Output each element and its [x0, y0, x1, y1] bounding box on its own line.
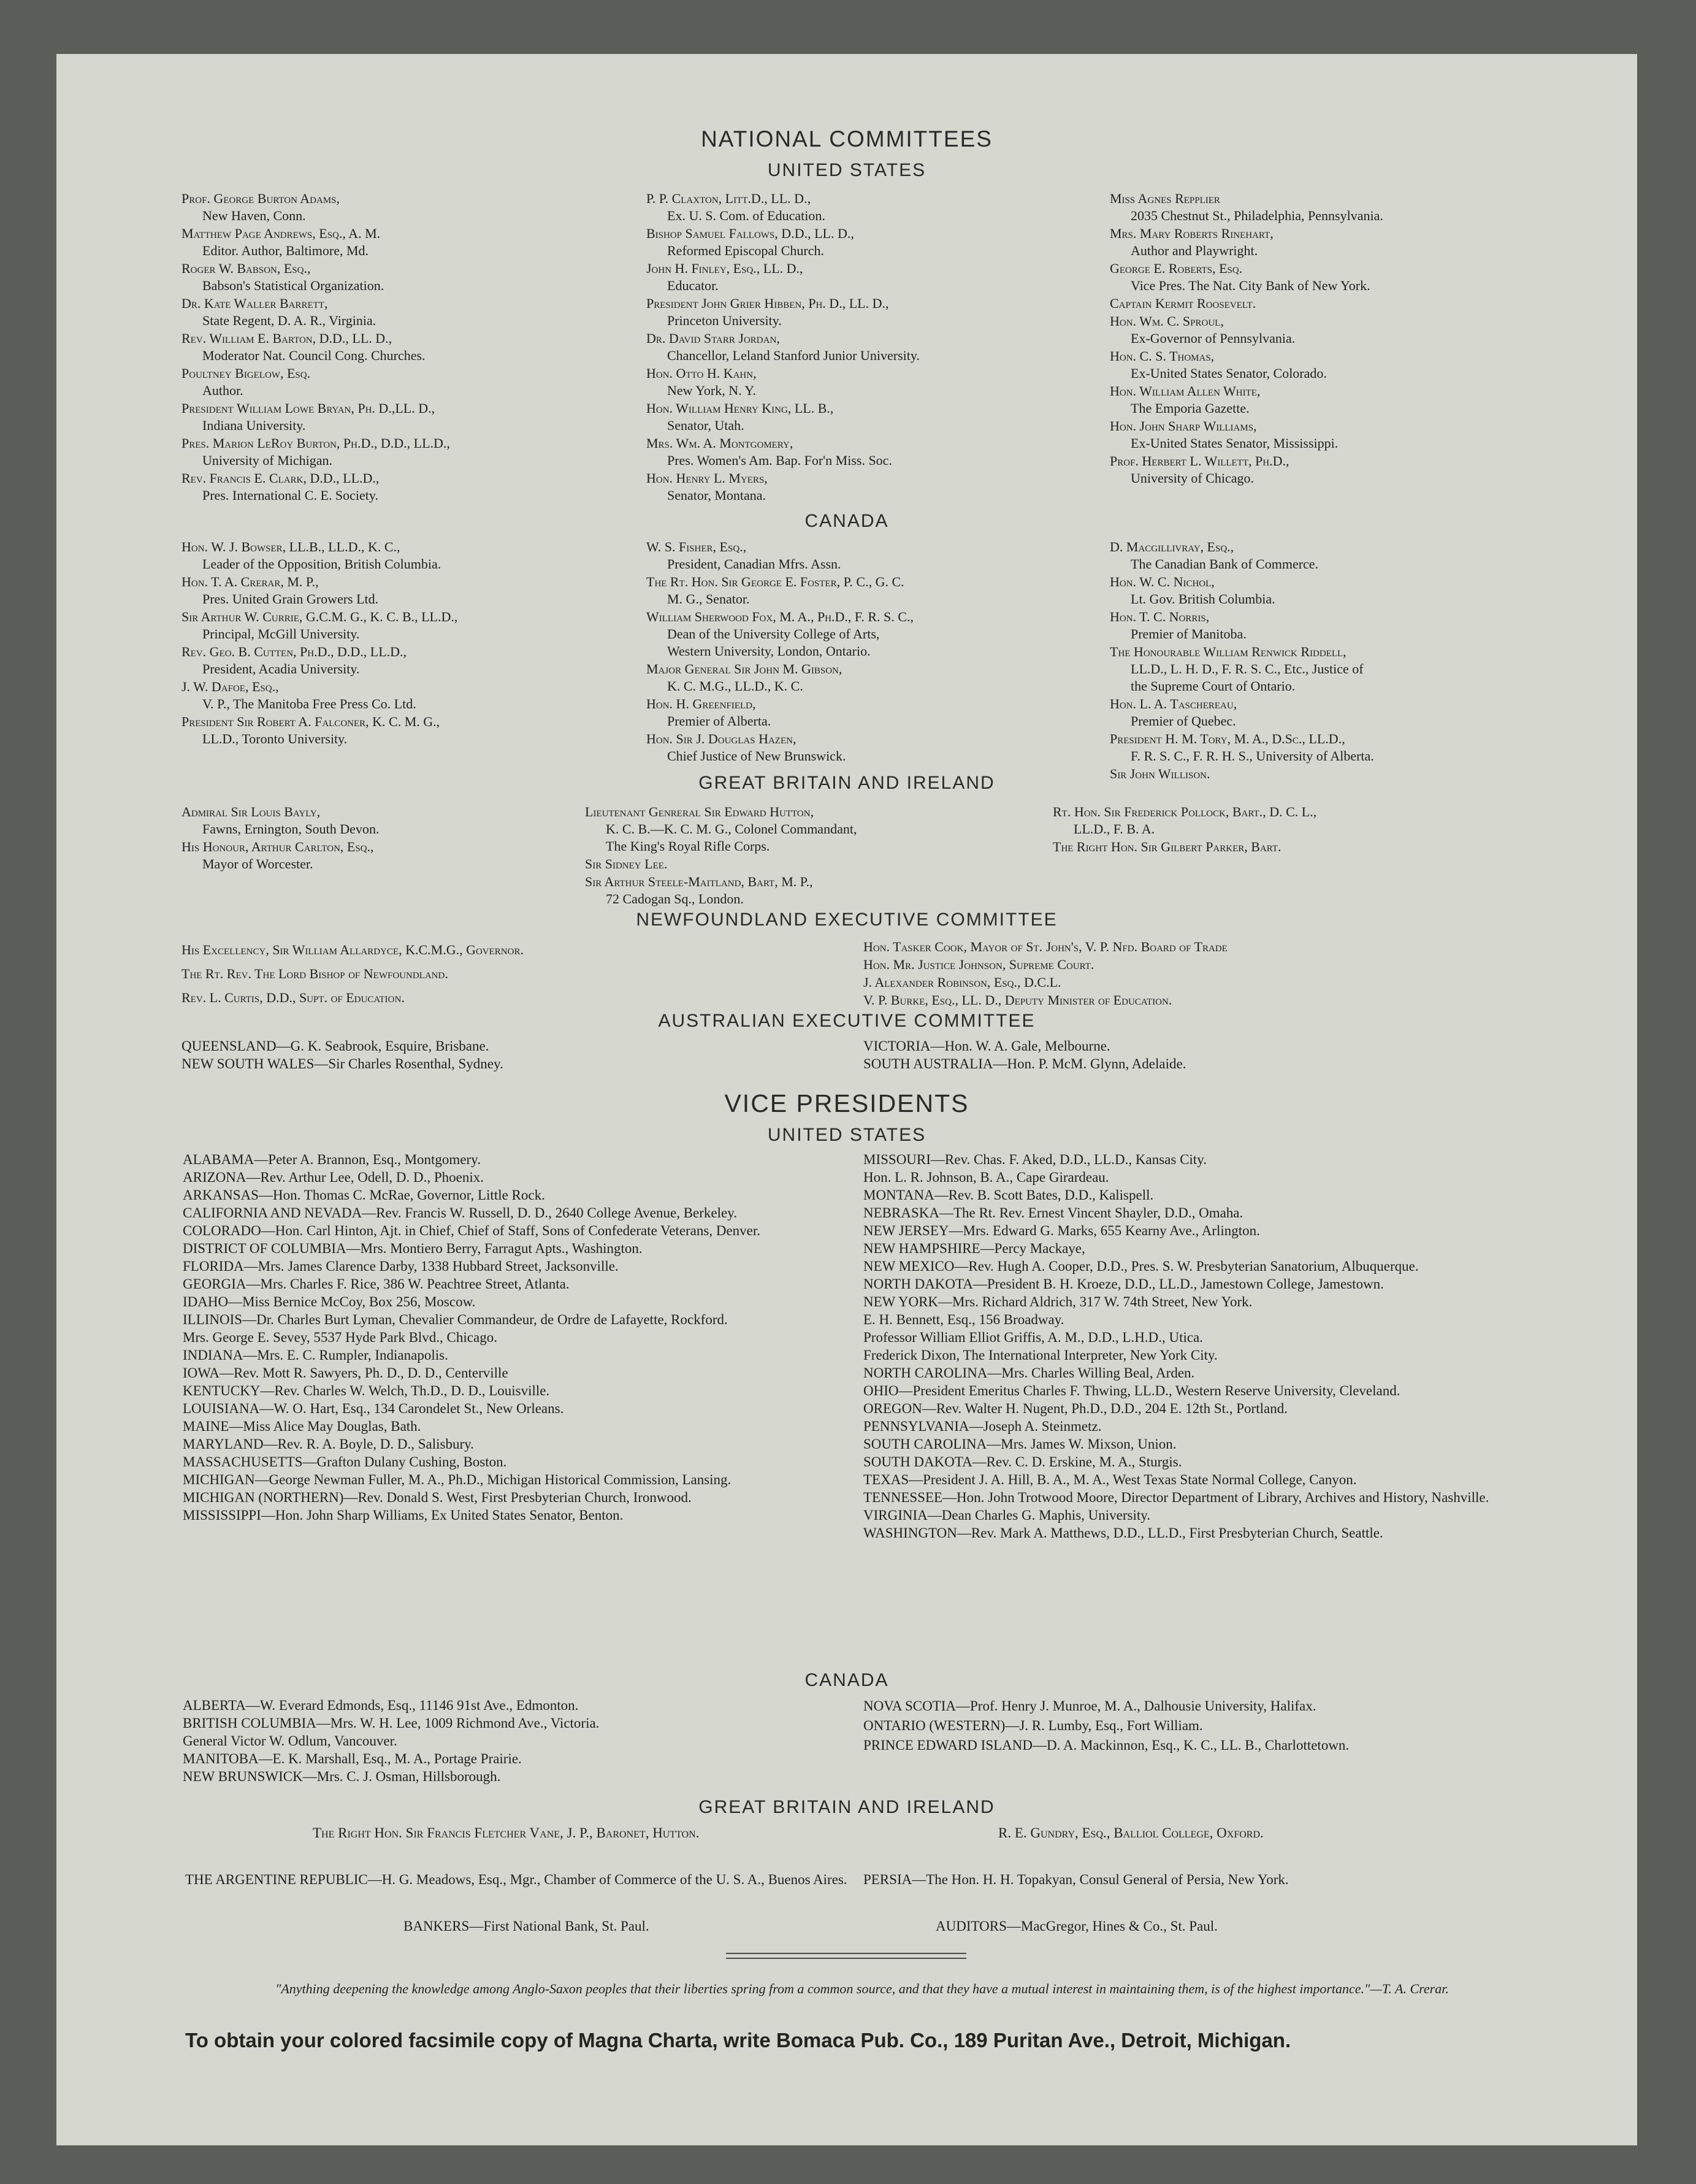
entry: [646, 330, 1088, 364]
entry: [646, 661, 1100, 695]
entry: [646, 435, 1088, 469]
entry: [1110, 225, 1576, 259]
entry: MAINE—Miss Alice May Douglas, Bath.: [183, 1419, 421, 1434]
entry-detail: M. G., Senator.: [667, 591, 750, 607]
entry-name: Captain Kermit Roosevelt.: [1110, 296, 1256, 311]
entry: NEW YORK—Mrs. Richard Aldrich, 317 W. 74th Street, New York.: [863, 1294, 1253, 1309]
entry-detail: the Supreme Court of Ontario.: [1131, 678, 1296, 694]
entry: ARIZONA—Rev. Arthur Lee, Odell, D. D., Phoenix.: [183, 1170, 484, 1185]
entry: IOWA—Rev. Mott R. Sawyers, Ph. D., D. D., Centerville: [183, 1365, 508, 1381]
entry-name: Rt. Hon. Sir Frederick Pollock, Bart., D. C. L.,: [1053, 804, 1317, 819]
entry: NORTH DAKOTA—President B. H. Kroeze, D.D., LL.D., Jamestown College, Jamestown.: [863, 1276, 1384, 1292]
entry-detail: University of Michigan.: [202, 453, 333, 468]
entry: [181, 225, 574, 259]
entry: [181, 260, 574, 294]
entry: ILLINOIS—Dr. Charles Burt Lyman, Chevalier Commandeur, de Ordre de Lafayette, Rockford.: [183, 1312, 728, 1327]
divider-rule-top: [726, 1953, 966, 1954]
entry: General Victor W. Odlum, Vancouver.: [183, 1733, 397, 1749]
entry-detail: K. C. B.—K. C. M. G., Colonel Commandant,: [606, 821, 857, 837]
canada-committee-col-3: [1110, 538, 1576, 783]
entry-detail: Chancellor, Leland Stanford Junior University.: [667, 348, 920, 363]
entry: [1110, 190, 1576, 224]
entry-detail: Princeton University.: [667, 313, 782, 328]
entry-detail: The Canadian Bank of Commerce.: [1131, 556, 1319, 572]
entry: SOUTH AUSTRALIA—Hon. P. McM. Glynn, Adelaide.: [863, 1056, 1186, 1071]
entry: MISSOURI—Rev. Chas. F. Aked, D.D., LL.D., Kansas City.: [863, 1152, 1207, 1167]
entry-detail: Ex. U. S. Com. of Education.: [667, 208, 825, 223]
entry: [181, 838, 574, 873]
entry: [646, 730, 1100, 765]
entry: [181, 330, 574, 364]
entry-name: The Honourable William Renwick Riddell,: [1110, 644, 1346, 659]
entry: [646, 573, 1100, 608]
entry-name: Rev. Geo. B. Cutten, Ph.D., D.D., LL.D.,: [181, 644, 407, 659]
entry: NORTH CAROLINA—Mrs. Charles Willing Beal, Arden.: [863, 1365, 1195, 1381]
entry: [1110, 538, 1576, 573]
entry-name: Admiral Sir Louis Bayly,: [181, 804, 321, 819]
entry: PRINCE EDWARD ISLAND—D. A. Mackinnon, Esq., K. C., LL. B., Charlottetown.: [863, 1738, 1350, 1753]
entry: [646, 470, 1088, 504]
crerar-quote: "Anything deepening the knowledge among Anglo-Saxon peoples that their liberties spring from a common source, and that they have a mutual interest in maintaining them, is of the highest importance."—T. A. Crerar.: [275, 1981, 1449, 1996]
entry-name: Hon. Wm. C. Sproul,: [1110, 313, 1224, 329]
vp-canada-title: CANADA: [804, 1670, 889, 1690]
australia-left: [181, 1037, 856, 1073]
entry-name: V. P. Burke, Esq., LL. D., Deputy Minister of Education.: [863, 992, 1172, 1008]
entry: DISTRICT OF COLUMBIA—Mrs. Montiero Berry, Farragut Apts., Washington.: [183, 1241, 643, 1256]
entry-detail: The Emporia Gazette.: [1131, 400, 1250, 416]
entry-name: Rev. Francis E. Clark, D.D., LL.D.,: [181, 470, 380, 486]
canada-committee-col-1: [181, 538, 623, 748]
entry: OHIO—President Emeritus Charles F. Thwing, LL.D., Western Reserve University, Cleveland.: [863, 1383, 1400, 1398]
entry-name: Bishop Samuel Fallows, D.D., LL. D.,: [646, 226, 854, 241]
entry-detail: President, Acadia University.: [202, 661, 360, 676]
entry-detail: 72 Cadogan Sq., London.: [606, 891, 744, 906]
entry-detail: F. R. S. C., F. R. H. S., University of Alberta.: [1131, 748, 1374, 764]
entry-name: D. Macgillivray, Esq.,: [1110, 539, 1234, 554]
entry: GEORGIA—Mrs. Charles F. Rice, 386 W. Peachtree Street, Atlanta.: [183, 1276, 570, 1292]
entry-name: Lieutenant Genreral Sir Edward Hutton,: [585, 804, 814, 819]
entry: COLORADO—Hon. Carl Hinton, Ajt. in Chief, Chief of Staff, Sons of Confederate Veterans, Denver.: [183, 1223, 761, 1238]
entry-name: Miss Agnes Repplier: [1110, 191, 1220, 206]
entry-name: Hon. T. A. Crerar, M. P.,: [181, 574, 319, 589]
entry-name: The Right Hon. Sir Gilbert Parker, Bart.: [1053, 839, 1282, 854]
entry: [585, 873, 1051, 908]
entry: Frederick Dixon, The International Interpreter, New York City.: [863, 1347, 1218, 1363]
entry: [863, 974, 1568, 991]
entry: Mrs. George E. Sevey, 5537 Hyde Park Blvd., Chicago.: [183, 1330, 497, 1345]
gb-committee-col-3: [1053, 803, 1543, 856]
entry-detail: Western University, London, Ontario.: [667, 643, 871, 659]
bankers: BANKERS—First National Bank, St. Paul.: [403, 1918, 649, 1934]
entry: MICHIGAN (NORTHERN)—Rev. Donald S. West, First Presbyterian Church, Ironwood.: [183, 1490, 692, 1505]
entry: MICHIGAN—George Newman Fuller, M. A., Ph.D., Michigan Historical Commission, Lansing.: [183, 1472, 731, 1487]
entry: NEW JERSEY—Mrs. Edward G. Marks, 655 Kearny Ave., Arlington.: [863, 1223, 1260, 1238]
entry-detail: Moderator Nat. Council Cong. Churches.: [202, 348, 426, 363]
auditors: AUDITORS—MacGregor, Hines & Co., St. Paul.: [936, 1918, 1218, 1934]
entry: KENTUCKY—Rev. Charles W. Welch, Th.D., D. D., Louisville.: [183, 1383, 550, 1398]
entry: Professor William Elliot Griffis, A. M., D.D., L.H.D., Utica.: [863, 1330, 1204, 1345]
entry-detail: Ex-Governor of Pennsylvania.: [1131, 331, 1296, 346]
entry: [646, 260, 1088, 294]
entry-name: Sir Arthur W. Currie, G.C.M. G., K. C. B., LL.D.,: [181, 609, 458, 624]
entry-detail: Author and Playwright.: [1131, 243, 1258, 258]
entry: [1110, 695, 1576, 730]
entry-name: Hon. John Sharp Williams,: [1110, 418, 1257, 434]
entry: [1110, 608, 1576, 643]
entry: [181, 608, 623, 643]
entry-detail: LL.D., L. H. D., F. R. S. C., Etc., Justice of: [1131, 661, 1364, 676]
entry: BRITISH COLUMBIA—Mrs. W. H. Lee, 1009 Richmond Ave., Victoria.: [183, 1715, 600, 1731]
entry: [863, 992, 1568, 1009]
entry: [181, 400, 574, 434]
canada-committee-col-2: [646, 538, 1100, 765]
entry: [181, 538, 623, 573]
entry: VIRGINIA—Dean Charles G. Maphis, University.: [863, 1508, 1151, 1523]
us-committee-title: UNITED STATES: [767, 160, 926, 180]
entry: [181, 803, 574, 838]
entry-detail: Educator.: [667, 278, 719, 293]
entry: [1110, 643, 1576, 695]
entry-detail: Pres. United Grain Growers Ltd.: [202, 591, 379, 607]
entry: [181, 678, 623, 713]
entry-name: William Sherwood Fox, M. A., Ph.D., F. R. S. C.,: [646, 609, 914, 624]
entry-name: His Honour, Arthur Carlton, Esq.,: [181, 839, 374, 854]
vp-us-title: UNITED STATES: [767, 1125, 926, 1145]
entry: MONTANA—Rev. B. Scott Bates, D.D., Kalispell.: [863, 1187, 1154, 1203]
entry-detail: K. C. M.G., LL.D., K. C.: [667, 678, 803, 694]
entry: [585, 856, 1051, 873]
entry-name: President Sir Robert A. Falconer, K. C. M. G.,: [181, 714, 440, 729]
entry: CALIFORNIA AND NEVADA—Rev. Francis W. Russell, D. D., 2640 College Avenue, Berkeley.: [183, 1205, 737, 1220]
vp-canada-right: [863, 1696, 1582, 1755]
entry-name: Hon. Otto H. Kahn,: [646, 366, 757, 381]
entry: [181, 365, 574, 399]
entry: E. H. Bennett, Esq., 156 Broadway.: [863, 1312, 1064, 1327]
entry-name: Hon. Mr. Justice Johnson, Supreme Court.: [863, 957, 1094, 972]
entry-name: Hon. Sir J. Douglas Hazen,: [646, 731, 796, 746]
entry: FLORIDA—Mrs. James Clarence Darby, 1338 Hubbard Street, Jacksonville.: [183, 1259, 619, 1274]
entry: SOUTH DAKOTA—Rev. C. D. Erskine, M. A., Sturgis.: [863, 1454, 1182, 1469]
entry: [646, 538, 1100, 573]
entry: [1110, 383, 1576, 417]
entry-detail: Fawns, Ernington, South Devon.: [202, 821, 380, 837]
entry: NEW SOUTH WALES—Sir Charles Rosenthal, Sydney.: [181, 1056, 503, 1071]
entry-detail: New York, N. Y.: [667, 383, 756, 398]
gb-committee-col-2: [585, 803, 1051, 908]
entry-name: His Excellency, Sir William Allardyce, K.C.M.G., Governor.: [181, 942, 524, 957]
entry-detail: Lt. Gov. British Columbia.: [1131, 591, 1275, 607]
vp-argentine: THE ARGENTINE REPUBLIC—H. G. Meadows, Esq., Mgr., Chamber of Commerce of the U. S. A., Buenos Aires.: [185, 1872, 847, 1887]
entry: [181, 435, 574, 469]
entry: ONTARIO (WESTERN)—J. R. Lumby, Esq., Fort William.: [863, 1718, 1203, 1733]
entry-name: Poultney Bigelow, Esq.: [181, 366, 311, 381]
us-committee-col-3: [1110, 190, 1576, 488]
entry-name: The Rt. Hon. Sir George E. Foster, P. C., G. C.: [646, 574, 904, 589]
entry: LOUISIANA—W. O. Hart, Esq., 134 Carondelet St., New Orleans.: [183, 1401, 564, 1416]
newfoundland-right: [863, 938, 1568, 1010]
entry-name: Prof. Herbert L. Willett, Ph.D.,: [1110, 453, 1289, 469]
entry: [181, 643, 623, 678]
entry-name: Roger W. Babson, Esq.,: [181, 261, 311, 276]
entry-detail: Indiana University.: [202, 418, 306, 433]
entry-detail: LL.D., F. B. A.: [1074, 821, 1155, 837]
page-sheet: [56, 54, 1637, 2145]
entry-detail: Author.: [202, 383, 243, 398]
entry-name: Sir John Willison.: [1110, 766, 1210, 781]
entry-detail: V. P., The Manitoba Free Press Co. Ltd.: [202, 696, 416, 711]
national-committees-title: NATIONAL COMMITTEES: [701, 126, 993, 151]
entry-name: President John Grier Hibben, Ph. D., LL. D.,: [646, 296, 889, 311]
entry-name: Prof. George Burton Adams,: [181, 191, 340, 206]
vice-presidents-title: VICE PRESIDENTS: [724, 1089, 969, 1117]
entry-detail: Pres. International C. E. Society.: [202, 488, 378, 503]
entry-detail: The King's Royal Rifle Corps.: [606, 838, 770, 854]
entry-name: J. W. Dafoe, Esq.,: [181, 679, 279, 694]
entry: [1110, 295, 1576, 312]
entry: Hon. L. R. Johnson, B. A., Cape Girardeau.: [863, 1170, 1109, 1185]
entry-detail: Ex-United States Senator, Mississippi.: [1131, 435, 1339, 451]
entry-name: President William Lowe Bryan, Ph. D.,LL. D.,: [181, 400, 435, 416]
entry: [1110, 260, 1576, 294]
vp-gb-title: GREAT BRITAIN AND IRELAND: [698, 1797, 995, 1817]
entry-name: Pres. Marion LeRoy Burton, Ph.D., D.D., LL.D.,: [181, 435, 450, 451]
entry: [1110, 313, 1576, 347]
entry-detail: Babson's Statistical Organization.: [202, 278, 384, 293]
entry: ALABAMA—Peter A. Brannon, Esq., Montgomery.: [183, 1152, 481, 1167]
entry: [181, 986, 856, 1010]
entry-detail: State Regent, D. A. R., Virginia.: [202, 313, 376, 328]
entry-name: George E. Roberts, Esq.: [1110, 261, 1243, 276]
entry-name: President H. M. Tory, M. A., D.Sc., LL.D.,: [1110, 731, 1345, 746]
entry-name: Rev. William E. Barton, D.D., LL. D.,: [181, 331, 392, 346]
vp-persia: PERSIA—The Hon. H. H. Topakyan, Consul General of Persia, New York.: [863, 1872, 1289, 1887]
entry: MARYLAND—Rev. R. A. Boyle, D. D., Salisbury.: [183, 1436, 474, 1452]
entry-detail: Premier of Quebec.: [1131, 713, 1236, 729]
entry-name: W. S. Fisher, Esq.,: [646, 539, 747, 554]
entry-name: J. Alexander Robinson, Esq., D.C.L.: [863, 975, 1061, 990]
entry: NOVA SCOTIA—Prof. Henry J. Munroe, M. A., Dalhousie University, Halifax.: [863, 1698, 1316, 1714]
footer-notice: To obtain your colored facsimile copy of Magna Charta, write Bomaca Pub. Co., 189 Puritan Ave., Detroit, Michigan.: [185, 2029, 1291, 2052]
entry-name: Hon. Tasker Cook, Mayor of St. John's, V. P. Nfd. Board of Trade: [863, 939, 1228, 954]
entry: [1053, 838, 1543, 856]
entry: MISSISSIPPI—Hon. John Sharp Williams, Ex United States Senator, Benton.: [183, 1508, 624, 1523]
entry-detail: Pres. Women's Am. Bap. For'n Miss. Soc.: [667, 453, 892, 468]
canada-committee-title: CANADA: [804, 511, 889, 531]
entry: INDIANA—Mrs. E. C. Rumpler, Indianapolis.: [183, 1347, 448, 1363]
entry-name: Hon. W. C. Nichol,: [1110, 574, 1215, 589]
entry: [1110, 453, 1576, 487]
entry: [646, 365, 1088, 399]
entry: [1110, 418, 1576, 452]
entry: [646, 400, 1088, 434]
entry: TEXAS—President J. A. Hill, B. A., M. A., West Texas State Normal College, Canyon.: [863, 1472, 1357, 1487]
us-committee-col-1: [181, 190, 574, 505]
entry-name: Hon. W. J. Bowser, LL.B., LL.D., K. C.,: [181, 539, 400, 554]
entry: TENNESSEE—Hon. John Trotwood Moore, Director Department of Library, Archives and History, Nashville.: [863, 1490, 1489, 1505]
entry-name: Dr. Kate Waller Barrett,: [181, 296, 328, 311]
entry-name: Matthew Page Andrews, Esq., A. M.: [181, 226, 381, 241]
entry: [646, 695, 1100, 730]
entry: ALBERTA—W. Everard Edmonds, Esq., 11146 91st Ave., Edmonton.: [183, 1698, 579, 1713]
australia-right: [863, 1037, 1568, 1073]
entry-name: Hon. William Henry King, LL. B.,: [646, 400, 834, 416]
entry-name: Hon. L. A. Taschereau,: [1110, 696, 1237, 711]
entry: NEBRASKA—The Rt. Rev. Ernest Vincent Shayler, D.D., Omaha.: [863, 1205, 1243, 1220]
entry: MASSACHUSETTS—Grafton Dulany Cushing, Boston.: [183, 1454, 507, 1469]
entry-detail: Leader of the Opposition, British Columbia.: [202, 556, 441, 572]
entry-detail: Premier of Alberta.: [667, 713, 771, 729]
entry: [1053, 803, 1543, 838]
entry-name: P. P. Claxton, Litt.D., LL. D.,: [646, 191, 811, 206]
vp-us-right: [863, 1151, 1582, 1542]
entry: [863, 938, 1568, 956]
entry: [646, 225, 1088, 259]
entry-detail: Dean of the University College of Arts,: [667, 626, 880, 642]
entry-detail: Ex-United States Senator, Colorado.: [1131, 366, 1327, 381]
entry: MANITOBA—E. K. Marshall, Esq., M. A., Portage Prairie.: [183, 1751, 522, 1766]
entry-detail: Chief Justice of New Brunswick.: [667, 748, 846, 764]
gb-committee-col-1: [181, 803, 574, 873]
entry-detail: LL.D., Toronto University.: [202, 731, 348, 746]
newfoundland-committee-title: NEWFOUNDLAND EXECUTIVE COMMITTEE: [636, 910, 1058, 930]
entry-detail: University of Chicago.: [1131, 470, 1255, 486]
entry-detail: Mayor of Worcester.: [202, 856, 313, 872]
entry-name: Hon. T. C. Norris,: [1110, 609, 1210, 624]
entry: [863, 956, 1568, 973]
entry-name: Rev. L. Curtis, D.D., Supt. of Education.: [181, 990, 405, 1005]
entry: [585, 803, 1051, 855]
entry-name: Sir Sidney Lee.: [585, 856, 668, 872]
divider-rule-bottom: [726, 1958, 966, 1959]
vp-gb-vane: The Right Hon. Sir Francis Fletcher Vane, J. P., Baronet, Hutton.: [313, 1825, 700, 1841]
entry: WASHINGTON—Rev. Mark A. Matthews, D.D., LL.D., First Presbyterian Church, Seattle.: [863, 1525, 1383, 1541]
entry-name: Hon. William Allen White,: [1110, 383, 1261, 399]
entry: [1110, 730, 1576, 765]
entry-detail: Editor. Author, Baltimore, Md.: [202, 243, 369, 258]
entry-detail: Senator, Utah.: [667, 418, 744, 433]
entry-name: Mrs. Wm. A. Montgomery,: [646, 435, 793, 451]
entry: SOUTH CAROLINA—Mrs. James W. Mixson, Union.: [863, 1436, 1177, 1452]
entry: ARKANSAS—Hon. Thomas C. McRae, Governor, Little Rock.: [183, 1187, 545, 1203]
entry-name: John H. Finley, Esq., LL. D.,: [646, 261, 803, 276]
entry: OREGON—Rev. Walter H. Nugent, Ph.D., D.D., 204 E. 12th St., Portland.: [863, 1401, 1288, 1416]
newfoundland-left: [181, 938, 856, 1010]
entry-name: Dr. David Starr Jordan,: [646, 331, 780, 346]
entry: [1110, 573, 1576, 608]
entry-name: Sir Arthur Steele-Maitland, Bart, M. P.,: [585, 874, 813, 889]
us-committee-col-2: [646, 190, 1088, 505]
entry-detail: Vice Pres. The Nat. City Bank of New York.: [1131, 278, 1370, 293]
vp-canada-left: [183, 1696, 857, 1785]
entry-name: Major General Sir John M. Gibson,: [646, 661, 842, 676]
entry: QUEENSLAND—G. K. Seabrook, Esquire, Brisbane.: [181, 1038, 489, 1054]
vp-us-left: [183, 1151, 894, 1524]
entry-name: The Rt. Rev. The Lord Bishop of Newfoundland.: [181, 966, 448, 981]
entry: [1110, 348, 1576, 382]
entry-detail: President, Canadian Mfrs. Assn.: [667, 556, 841, 572]
entry-detail: 2035 Chestnut St., Philadelphia, Pennsylvania.: [1131, 208, 1383, 223]
entry-detail: Senator, Montana.: [667, 488, 766, 503]
vp-gb-gundry: R. E. Gundry, Esq., Balliol College, Oxford.: [998, 1825, 1264, 1841]
entry: [181, 962, 856, 986]
entry: IDAHO—Miss Bernice McCoy, Box 256, Moscow.: [183, 1294, 476, 1309]
entry: [181, 573, 623, 608]
entry-detail: Reformed Episcopal Church.: [667, 243, 824, 258]
entry: [181, 938, 856, 962]
entry-detail: Premier of Manitoba.: [1131, 626, 1247, 642]
entry: [181, 713, 623, 748]
entry: [181, 190, 574, 224]
entry: VICTORIA—Hon. W. A. Gale, Melbourne.: [863, 1038, 1110, 1054]
entry-detail: Principal, McGill University.: [202, 626, 360, 642]
entry: [181, 470, 574, 504]
entry-name: Hon. C. S. Thomas,: [1110, 348, 1215, 364]
entry: NEW MEXICO—Rev. Hugh A. Cooper, D.D., Pres. S. W. Presbyterian Sanatorium, Albuquerque.: [863, 1259, 1419, 1274]
entry: [646, 295, 1088, 329]
australia-committee-title: AUSTRALIAN EXECUTIVE COMMITTEE: [658, 1011, 1036, 1031]
entry-name: Hon. Henry L. Myers,: [646, 470, 768, 486]
entry-detail: New Haven, Conn.: [202, 208, 306, 223]
entry: PENNSYLVANIA—Joseph A. Steinmetz.: [863, 1419, 1102, 1434]
entry: [646, 608, 1100, 660]
entry: NEW BRUNSWICK—Mrs. C. J. Osman, Hillsborough.: [183, 1769, 501, 1784]
gb-committee-title: GREAT BRITAIN AND IRELAND: [698, 773, 995, 793]
entry: [181, 295, 574, 329]
entry-name: Hon. H. Greenfield,: [646, 696, 756, 711]
entry-name: Mrs. Mary Roberts Rinehart,: [1110, 226, 1274, 241]
entry: [646, 190, 1088, 224]
entry: NEW HAMPSHIRE—Percy Mackaye,: [863, 1241, 1085, 1256]
